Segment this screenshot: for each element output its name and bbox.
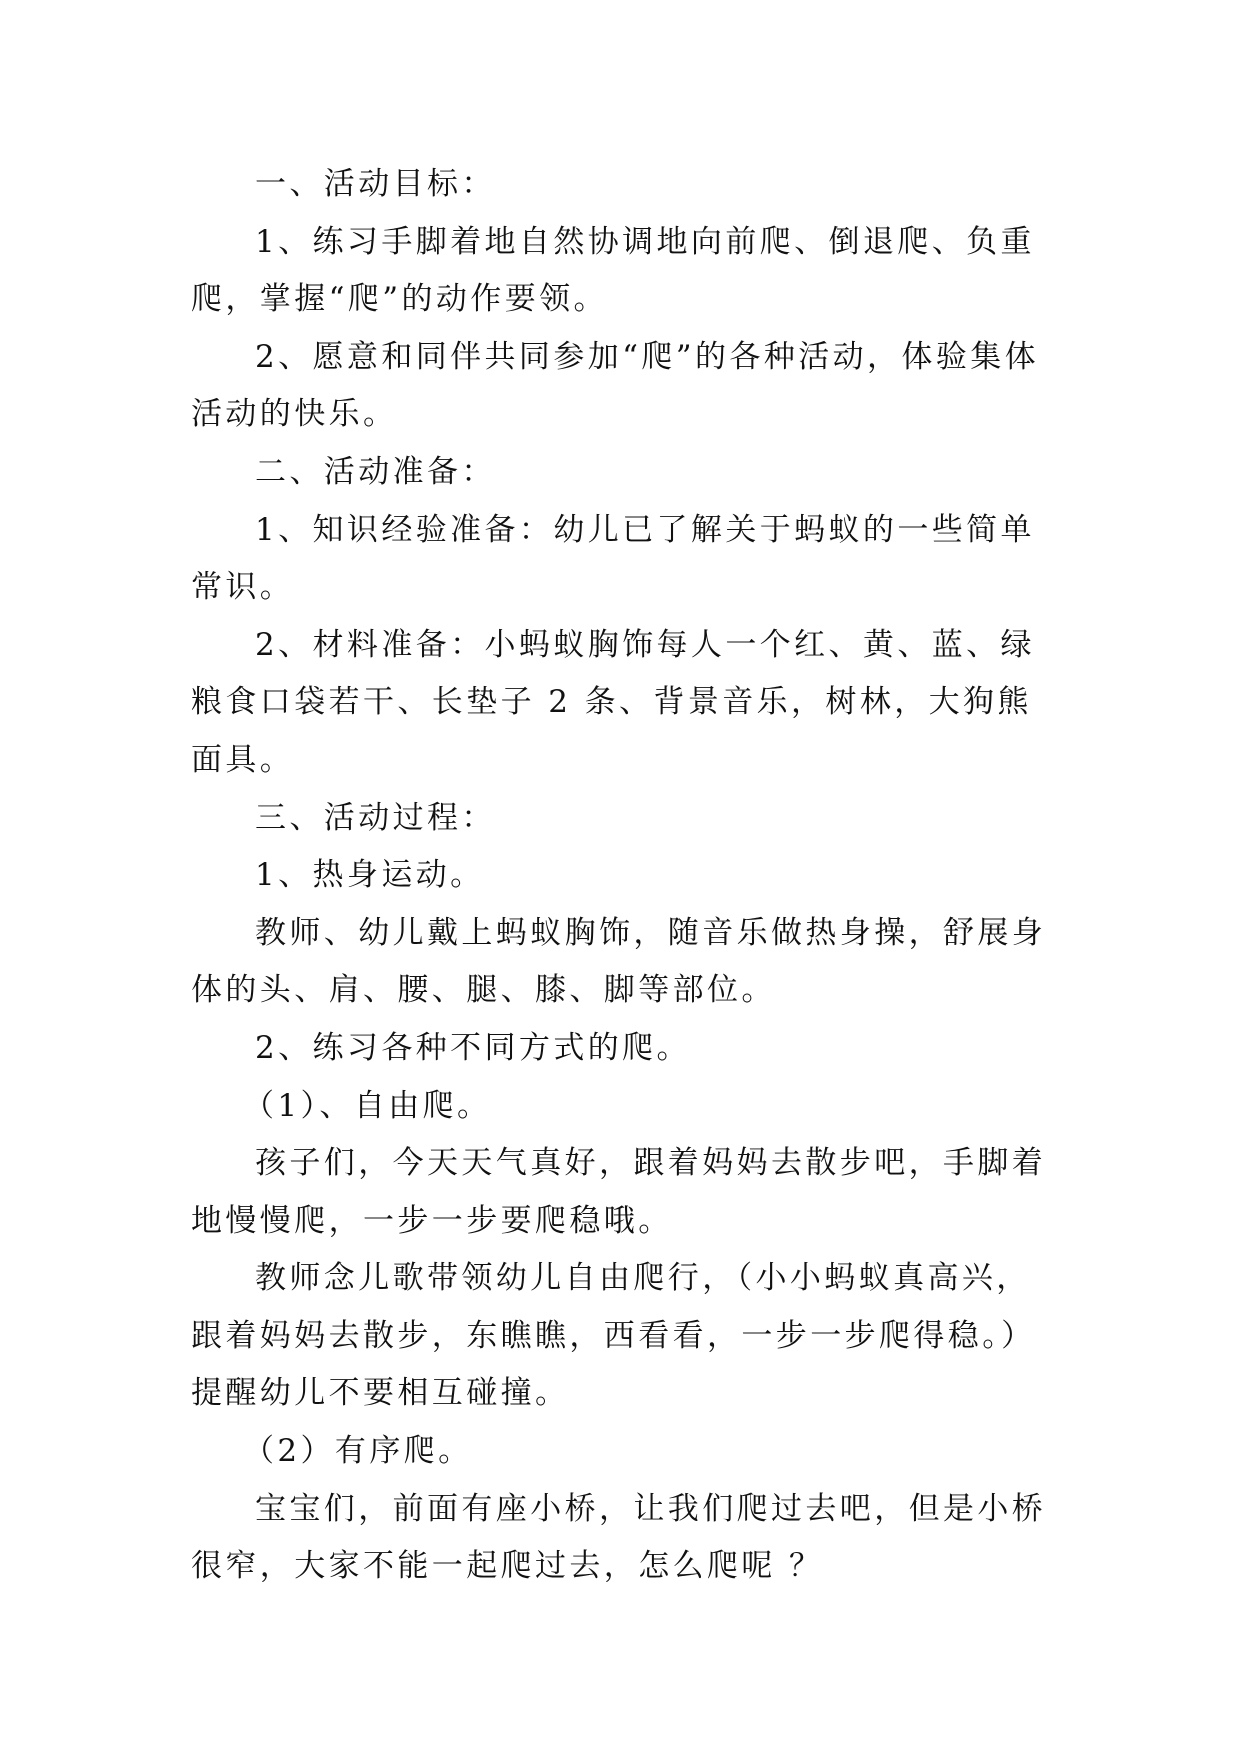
preparation-item-2: 2、材料准备：小蚂蚁胸饰每人一个红、黄、蓝、绿粮食口袋若干、长垫子 2 条、背景音乐，树林，大狗熊面具。 — [191, 626, 1035, 778]
section-heading-process: 三、活动过程： — [255, 799, 496, 836]
process-step-2: 2、练习各种不同方式的爬。 — [255, 1029, 691, 1066]
process-paragraph: 孩子们，今天天气真好，跟着妈妈去散步吧，手脚着地慢慢爬，一步一步要爬稳哦。 — [191, 1145, 1047, 1239]
goal-item-2: 2、愿意和同伴共同参加“爬”的各种活动，体验集体活动的快乐。 — [191, 338, 1040, 433]
preparation-item-1: 1、知识经验准备：幼儿已了解关于蚂蚁的一些简单常识。 — [191, 511, 1035, 606]
substep-1: （1）、自由爬。 — [243, 1087, 492, 1124]
process-step-1: 1、热身运动。 — [255, 857, 485, 894]
section-heading-goals: 一、活动目标： — [255, 166, 496, 202]
section-heading-preparation: 二、活动准备： — [255, 453, 496, 490]
goal-item-1: 1、练习手脚着地自然协调地向前爬、倒退爬、负重爬，掌握“爬”的动作要领。 — [191, 223, 1035, 318]
substep-2: （2）有序爬。 — [243, 1433, 473, 1470]
process-paragraph: 教师、幼儿戴上蚂蚁胸饰，随音乐做热身操，舒展身体的头、肩、腰、腿、膝、脚等部位。 — [191, 914, 1047, 1009]
document-body — [191, 156, 1061, 1596]
process-paragraph: 宝宝们，前面有座小桥，让我们爬过去吧，但是小桥很窄，大家不能一起爬过去，怎么爬呢 ？ — [191, 1490, 1047, 1585]
process-paragraph: 教师念儿歌带领幼儿自由爬行，（小小蚂蚁真高兴，跟着妈妈去散步，东瞧瞧，西看看，一步一步爬得稳。）提醒幼儿不要相互碰撞。 — [191, 1260, 1036, 1412]
